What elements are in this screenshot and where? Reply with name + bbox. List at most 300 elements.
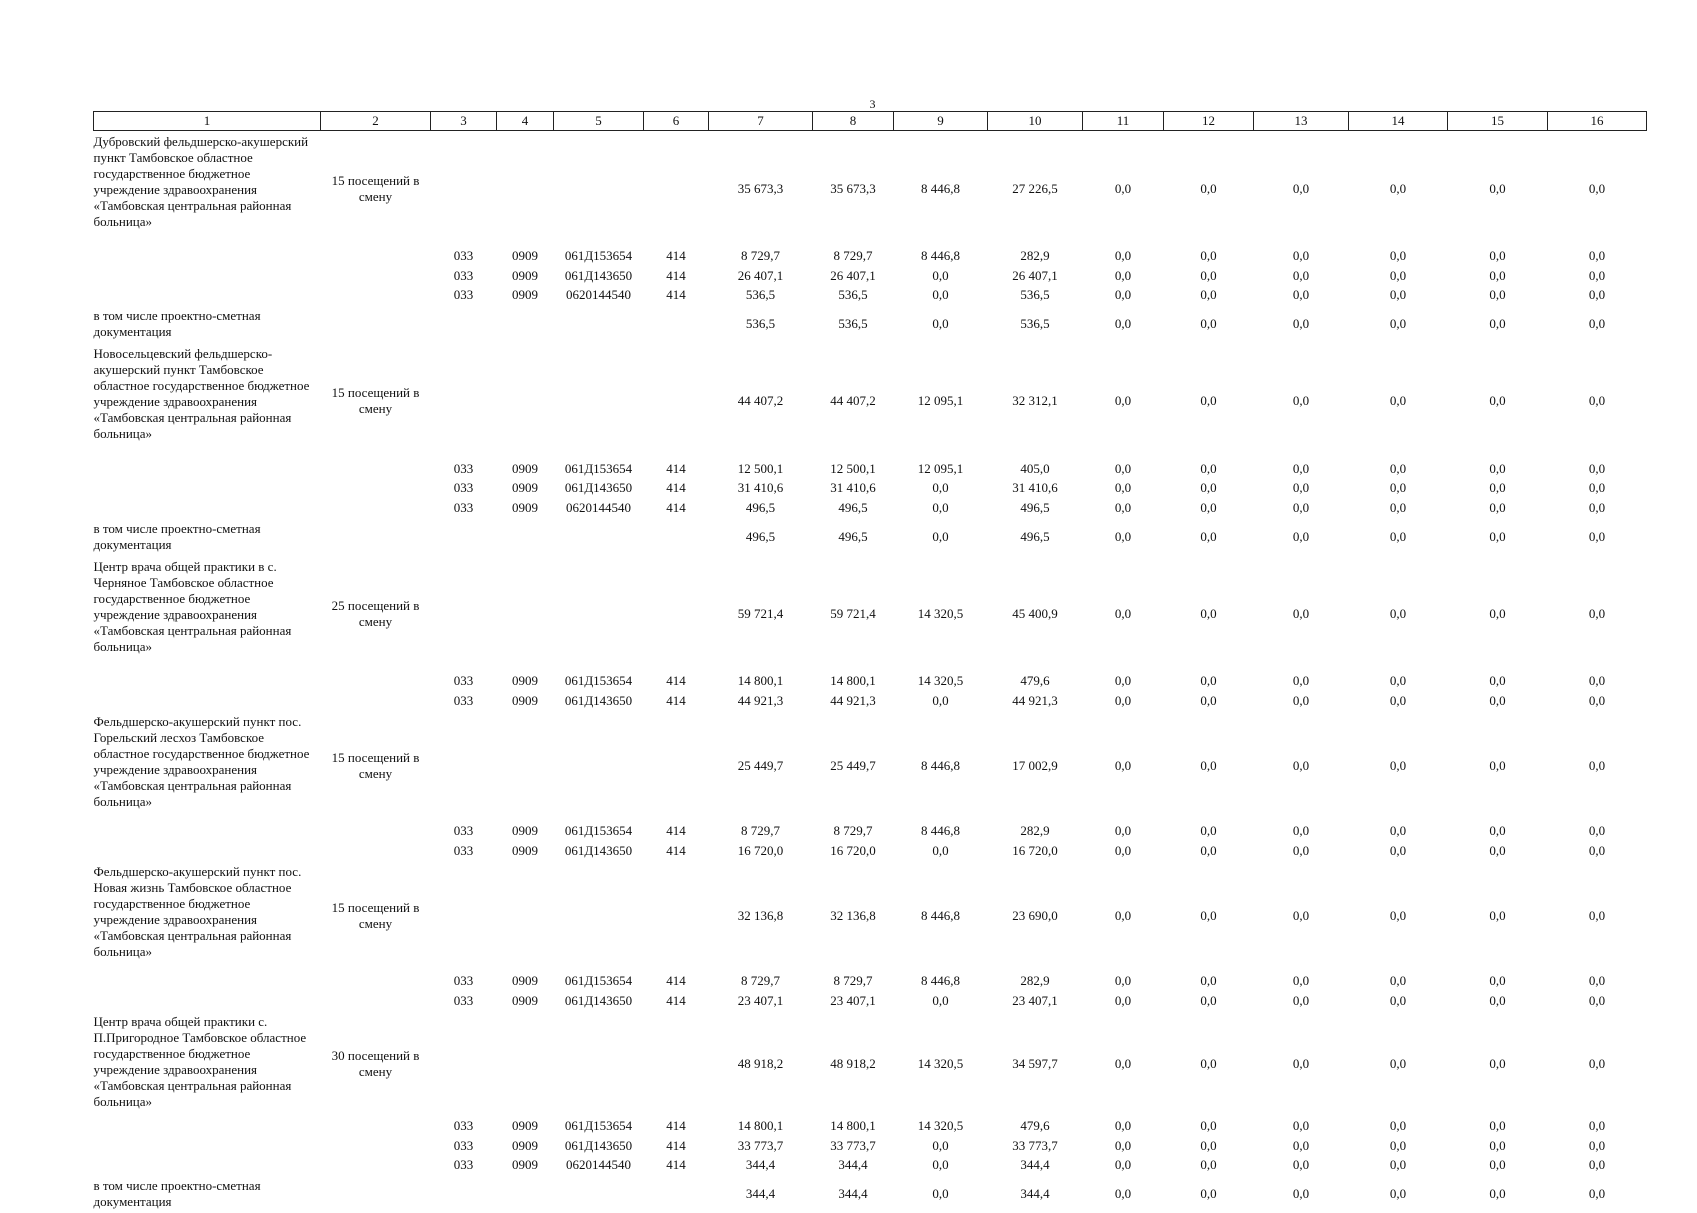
line-value: 31 410,6 bbox=[830, 480, 876, 496]
line-value: 0,0 bbox=[1489, 1118, 1506, 1134]
total-value: 0,0 bbox=[1389, 758, 1407, 773]
line-value: 0,0 bbox=[1292, 499, 1310, 515]
line-value: 44 921,3 bbox=[830, 692, 876, 708]
empty-cell bbox=[321, 672, 431, 692]
line-value: 0,0 bbox=[1114, 1118, 1132, 1134]
empty-cell bbox=[321, 1175, 431, 1213]
line-value: 0,0 bbox=[1489, 248, 1506, 264]
facility-row bbox=[94, 343, 1647, 459]
empty-cell bbox=[497, 518, 554, 556]
budget-line-row bbox=[94, 841, 1647, 861]
facility-name: Дубровский фельдшерско-акушерский пункт Тамбовское областное государственное бюджетное учреждение здравоохранения «Тамбовская центральная районная больница» bbox=[93, 134, 309, 229]
line-value: 0,0 bbox=[1114, 480, 1132, 496]
budget-line-row bbox=[94, 459, 1647, 479]
capacity: 15 посещений в смену bbox=[331, 900, 420, 931]
budget-line-row bbox=[94, 822, 1647, 842]
line-value: 0,0 bbox=[1389, 823, 1407, 839]
line-value: 14 320,5 bbox=[917, 673, 964, 689]
budget-table bbox=[93, 111, 1647, 1213]
total-value: 48 918,2 bbox=[737, 1055, 784, 1071]
line-value: 0,0 bbox=[1200, 267, 1217, 283]
budget-code: 414 bbox=[666, 248, 686, 264]
line-value: 496,5 bbox=[838, 499, 868, 515]
budget-code: 0909 bbox=[512, 823, 538, 839]
empty-cell bbox=[497, 131, 554, 247]
line-value: 0,0 bbox=[1200, 499, 1217, 515]
empty-cell bbox=[321, 841, 431, 861]
total-value: 0,0 bbox=[1389, 180, 1407, 196]
line-value: 8 729,7 bbox=[741, 973, 780, 989]
facility-name: Новосельцевский фельдшерско-акушерский пункт Тамбовское областное государственное бюджетное учреждение здравоохранения «Тамбовская центральная районная больница» bbox=[93, 346, 310, 441]
column-header-14: 14 bbox=[1349, 112, 1448, 131]
total-value: 14 320,5 bbox=[917, 605, 964, 621]
line-value: 0,0 bbox=[1389, 287, 1407, 303]
empty-cell bbox=[644, 518, 709, 556]
note-value: 0,0 bbox=[1114, 316, 1132, 331]
empty-cell bbox=[321, 479, 431, 499]
empty-cell bbox=[644, 131, 709, 247]
empty-cell bbox=[321, 266, 431, 286]
line-value: 0,0 bbox=[1489, 823, 1506, 839]
line-value: 0,0 bbox=[932, 692, 949, 708]
line-value: 0,0 bbox=[1489, 460, 1506, 476]
line-value: 16 720,0 bbox=[830, 842, 876, 858]
line-value: 0,0 bbox=[1389, 673, 1407, 689]
line-value: 0,0 bbox=[1489, 287, 1506, 303]
capacity: 25 посещений в смену bbox=[331, 597, 420, 629]
line-value: 0,0 bbox=[1292, 460, 1310, 476]
budget-code: 414 bbox=[666, 1118, 686, 1134]
column-header-9: 9 bbox=[894, 112, 988, 131]
line-value: 0,0 bbox=[1588, 287, 1606, 303]
empty-cell bbox=[644, 305, 709, 343]
note-value: 0,0 bbox=[1200, 1186, 1217, 1201]
line-value: 0,0 bbox=[1389, 1157, 1407, 1173]
column-header-13: 13 bbox=[1254, 112, 1349, 131]
budget-code: 414 bbox=[666, 823, 686, 839]
note-value: 0,0 bbox=[1389, 1186, 1407, 1201]
facility-row bbox=[94, 556, 1647, 672]
budget-code: 033 bbox=[453, 673, 474, 689]
budget-line-row bbox=[94, 1117, 1647, 1137]
line-value: 0,0 bbox=[932, 287, 949, 303]
budget-line-row bbox=[94, 479, 1647, 499]
empty-cell bbox=[94, 822, 321, 842]
total-value: 0,0 bbox=[1489, 1055, 1506, 1071]
column-header-2: 2 bbox=[321, 112, 431, 131]
column-header-3: 3 bbox=[431, 112, 497, 131]
empty-cell bbox=[497, 861, 554, 972]
total-value: 32 136,8 bbox=[830, 908, 876, 923]
line-value: 44 921,3 bbox=[1012, 692, 1058, 708]
total-value: 0,0 bbox=[1200, 1055, 1217, 1071]
budget-code: 0909 bbox=[512, 1137, 538, 1153]
facility-name: Центр врача общей практики с. П.Пригородное Тамбовское областное государственное бюджетное учреждение здравоохранения «Тамбовская центральная районная больница» bbox=[93, 1013, 307, 1109]
line-value: 0,0 bbox=[1489, 499, 1506, 515]
line-value: 0,0 bbox=[1114, 1157, 1132, 1173]
line-value: 0,0 bbox=[1588, 692, 1606, 708]
line-value: 0,0 bbox=[1389, 1118, 1407, 1134]
budget-code: 414 bbox=[666, 460, 686, 476]
facility-name: Фельдшерско-акушерский пункт пос. Новая жизнь Тамбовское областное государственное бюджетное учреждение здравоохранения «Тамбовская центральная районная больница» bbox=[93, 863, 302, 959]
budget-code: 033 bbox=[453, 287, 474, 303]
empty-cell bbox=[94, 247, 321, 267]
note-value: 536,5 bbox=[1020, 316, 1050, 331]
total-value: 8 446,8 bbox=[921, 908, 960, 923]
capacity: 15 посещений в смену bbox=[331, 750, 420, 781]
line-value: 0,0 bbox=[1292, 692, 1310, 708]
total-value: 0,0 bbox=[1114, 908, 1132, 923]
empty-cell bbox=[321, 972, 431, 992]
note-value: 0,0 bbox=[1200, 316, 1217, 331]
note-value: 0,0 bbox=[1389, 316, 1407, 331]
empty-cell bbox=[321, 822, 431, 842]
empty-cell bbox=[644, 861, 709, 972]
total-value: 23 690,0 bbox=[1012, 908, 1058, 923]
note-value: 0,0 bbox=[932, 528, 949, 544]
line-value: 16 720,0 bbox=[737, 842, 784, 858]
line-value: 0,0 bbox=[1489, 1137, 1506, 1153]
budget-code: 0909 bbox=[512, 267, 538, 283]
budget-line-row bbox=[94, 1156, 1647, 1176]
budget-code: 0909 bbox=[512, 460, 538, 476]
line-value: 0,0 bbox=[1389, 842, 1407, 858]
budget-line-row bbox=[94, 1136, 1647, 1156]
budget-line-row bbox=[94, 286, 1647, 306]
budget-code: 0909 bbox=[512, 1157, 538, 1173]
budget-code: 0909 bbox=[512, 248, 538, 264]
budget-code: 061Д143650 bbox=[564, 992, 633, 1008]
note-value: 0,0 bbox=[1292, 1186, 1310, 1201]
budget-line-row bbox=[94, 691, 1647, 711]
line-value: 0,0 bbox=[1200, 1137, 1217, 1153]
design-docs-row bbox=[94, 518, 1647, 556]
note-value: 536,5 bbox=[838, 316, 868, 331]
line-value: 344,4 bbox=[1020, 1157, 1050, 1173]
line-value: 0,0 bbox=[1114, 692, 1132, 708]
total-value: 0,0 bbox=[1588, 758, 1606, 773]
note-value: 0,0 bbox=[932, 316, 949, 331]
line-value: 33 773,7 bbox=[737, 1137, 784, 1153]
budget-code: 033 bbox=[453, 499, 474, 515]
line-value: 8 729,7 bbox=[741, 248, 780, 264]
total-value: 0,0 bbox=[1588, 180, 1606, 196]
line-value: 0,0 bbox=[1489, 692, 1506, 708]
budget-code: 061Д143650 bbox=[564, 267, 633, 283]
note-value: 0,0 bbox=[1588, 1186, 1606, 1201]
design-docs-row bbox=[94, 305, 1647, 343]
line-value: 26 407,1 bbox=[830, 267, 876, 283]
empty-cell bbox=[94, 672, 321, 692]
note-value: 0,0 bbox=[1389, 528, 1407, 544]
design-docs-row bbox=[94, 1175, 1647, 1213]
empty-cell bbox=[554, 1011, 644, 1117]
total-value: 12 095,1 bbox=[917, 393, 964, 408]
line-value: 8 729,7 bbox=[833, 823, 873, 839]
empty-cell bbox=[94, 1136, 321, 1156]
total-value: 0,0 bbox=[1114, 758, 1132, 773]
note-value: 0,0 bbox=[1292, 528, 1310, 544]
empty-cell bbox=[431, 711, 497, 822]
line-value: 0,0 bbox=[1389, 248, 1407, 264]
line-value: 0,0 bbox=[1292, 287, 1310, 303]
line-value: 0,0 bbox=[1200, 973, 1217, 989]
budget-code: 414 bbox=[666, 673, 686, 689]
line-value: 33 773,7 bbox=[1012, 1137, 1058, 1153]
line-value: 16 720,0 bbox=[1012, 842, 1058, 858]
line-value: 0,0 bbox=[1114, 499, 1132, 515]
total-value: 48 918,2 bbox=[830, 1055, 876, 1071]
line-value: 0,0 bbox=[932, 1157, 949, 1173]
total-value: 14 320,5 bbox=[917, 1055, 964, 1071]
note-value: 344,4 bbox=[838, 1186, 868, 1201]
empty-cell bbox=[321, 691, 431, 711]
line-value: 0,0 bbox=[1114, 992, 1132, 1008]
line-value: 0,0 bbox=[1200, 287, 1217, 303]
note-value: 0,0 bbox=[1200, 528, 1217, 544]
line-value: 14 320,5 bbox=[917, 1118, 964, 1134]
empty-cell bbox=[554, 711, 644, 822]
line-value: 8 729,7 bbox=[833, 973, 873, 989]
line-value: 8 446,8 bbox=[921, 823, 960, 839]
line-value: 0,0 bbox=[1114, 460, 1132, 476]
budget-code: 0909 bbox=[512, 673, 538, 689]
budget-line-row bbox=[94, 247, 1647, 267]
budget-code: 0909 bbox=[512, 1118, 538, 1134]
column-header-15: 15 bbox=[1448, 112, 1548, 131]
total-value: 27 226,5 bbox=[1012, 180, 1058, 196]
column-header-5: 5 bbox=[554, 112, 644, 131]
budget-code: 0909 bbox=[512, 499, 538, 515]
line-value: 31 410,6 bbox=[1012, 480, 1058, 496]
budget-code: 0909 bbox=[512, 480, 538, 496]
budget-code: 0620144540 bbox=[566, 287, 631, 303]
empty-cell bbox=[644, 1011, 709, 1117]
total-value: 0,0 bbox=[1389, 605, 1407, 621]
line-value: 0,0 bbox=[1489, 842, 1506, 858]
line-value: 14 800,1 bbox=[737, 673, 784, 689]
budget-code: 414 bbox=[666, 267, 686, 283]
total-value: 0,0 bbox=[1292, 908, 1310, 923]
note-value: 0,0 bbox=[1114, 1186, 1132, 1201]
line-value: 0,0 bbox=[1389, 992, 1407, 1008]
budget-line-row bbox=[94, 972, 1647, 992]
empty-cell bbox=[644, 556, 709, 672]
line-value: 0,0 bbox=[1588, 673, 1606, 689]
empty-cell bbox=[554, 343, 644, 459]
line-value: 405,0 bbox=[1020, 460, 1050, 476]
budget-code: 033 bbox=[453, 973, 474, 989]
note-label: в том числе проектно-сметная документация bbox=[93, 308, 261, 339]
line-value: 0,0 bbox=[1200, 1118, 1217, 1134]
line-value: 0,0 bbox=[1489, 992, 1506, 1008]
line-value: 0,0 bbox=[1292, 673, 1310, 689]
line-value: 344,4 bbox=[838, 1157, 868, 1173]
total-value: 34 597,7 bbox=[1012, 1055, 1058, 1071]
budget-line-row bbox=[94, 991, 1647, 1011]
total-value: 0,0 bbox=[1489, 605, 1506, 621]
budget-code: 033 bbox=[453, 1157, 474, 1173]
empty-cell bbox=[431, 305, 497, 343]
budget-code: 061Д153654 bbox=[564, 460, 633, 476]
line-value: 0,0 bbox=[1588, 973, 1606, 989]
empty-cell bbox=[644, 1175, 709, 1213]
line-value: 0,0 bbox=[1292, 1157, 1310, 1173]
line-value: 0,0 bbox=[1588, 248, 1606, 264]
empty-cell bbox=[321, 518, 431, 556]
total-value: 8 446,8 bbox=[921, 758, 960, 773]
empty-cell bbox=[497, 343, 554, 459]
line-value: 0,0 bbox=[1200, 992, 1217, 1008]
line-value: 0,0 bbox=[1200, 823, 1217, 839]
line-value: 282,9 bbox=[1020, 823, 1050, 839]
capacity: 15 посещений в смену bbox=[331, 172, 420, 204]
line-value: 0,0 bbox=[1588, 480, 1606, 496]
empty-cell bbox=[554, 131, 644, 247]
line-value: 0,0 bbox=[1588, 992, 1606, 1008]
total-value: 0,0 bbox=[1292, 605, 1310, 621]
budget-code: 414 bbox=[666, 692, 686, 708]
empty-cell bbox=[321, 305, 431, 343]
column-number-row bbox=[94, 112, 1647, 131]
line-value: 282,9 bbox=[1020, 973, 1050, 989]
empty-cell bbox=[94, 286, 321, 306]
empty-cell bbox=[94, 991, 321, 1011]
facility-name: Центр врача общей практики в с. Черняное Тамбовское областное государственное бюджетное учреждение здравоохранения «Тамбовская центральная районная больница» bbox=[93, 558, 292, 654]
note-value: 0,0 bbox=[1489, 1186, 1506, 1201]
empty-cell bbox=[554, 556, 644, 672]
total-value: 44 407,2 bbox=[737, 393, 784, 408]
total-value: 0,0 bbox=[1200, 908, 1217, 923]
total-value: 0,0 bbox=[1389, 393, 1407, 408]
budget-code: 0909 bbox=[512, 287, 538, 303]
line-value: 0,0 bbox=[1114, 673, 1132, 689]
empty-cell bbox=[431, 556, 497, 672]
budget-code: 0909 bbox=[512, 692, 538, 708]
note-value: 496,5 bbox=[1020, 528, 1050, 544]
total-value: 0,0 bbox=[1200, 605, 1217, 621]
empty-cell bbox=[94, 841, 321, 861]
note-value: 0,0 bbox=[1588, 528, 1606, 544]
budget-code: 414 bbox=[666, 973, 686, 989]
empty-cell bbox=[497, 556, 554, 672]
total-value: 0,0 bbox=[1489, 758, 1506, 773]
line-value: 44 921,3 bbox=[737, 692, 784, 708]
budget-code: 414 bbox=[666, 499, 686, 515]
note-value: 0,0 bbox=[1114, 528, 1132, 544]
note-value: 344,4 bbox=[1020, 1186, 1050, 1201]
total-value: 0,0 bbox=[1588, 393, 1606, 408]
empty-cell bbox=[431, 1011, 497, 1117]
line-value: 12 095,1 bbox=[917, 460, 964, 476]
column-header-11: 11 bbox=[1083, 112, 1164, 131]
column-header-7: 7 bbox=[709, 112, 813, 131]
budget-code: 061Д143650 bbox=[564, 842, 633, 858]
line-value: 0,0 bbox=[1389, 460, 1407, 476]
budget-code: 414 bbox=[666, 287, 686, 303]
budget-code: 033 bbox=[453, 842, 474, 858]
line-value: 26 407,1 bbox=[1012, 267, 1058, 283]
total-value: 0,0 bbox=[1292, 758, 1310, 773]
line-value: 0,0 bbox=[1292, 1118, 1310, 1134]
line-value: 0,0 bbox=[1200, 248, 1217, 264]
empty-cell bbox=[497, 305, 554, 343]
facility-row bbox=[94, 131, 1647, 247]
note-value: 496,5 bbox=[838, 528, 868, 544]
note-label: в том числе проектно-сметная документация bbox=[93, 520, 261, 552]
empty-cell bbox=[321, 459, 431, 479]
facility-row bbox=[94, 711, 1647, 822]
empty-cell bbox=[94, 972, 321, 992]
note-value: 536,5 bbox=[745, 316, 776, 331]
budget-code: 033 bbox=[453, 823, 474, 839]
budget-line-row bbox=[94, 672, 1647, 692]
line-value: 12 500,1 bbox=[737, 460, 784, 476]
total-value: 45 400,9 bbox=[1012, 605, 1058, 621]
note-value: 0,0 bbox=[1489, 316, 1506, 331]
line-value: 0,0 bbox=[1114, 842, 1132, 858]
note-value: 0,0 bbox=[932, 1186, 949, 1201]
total-value: 0,0 bbox=[1114, 1055, 1132, 1071]
total-value: 0,0 bbox=[1588, 605, 1606, 621]
total-value: 8 446,8 bbox=[921, 180, 960, 196]
total-value: 32 136,8 bbox=[737, 908, 784, 923]
budget-code: 061Д153654 bbox=[564, 973, 633, 989]
budget-code: 033 bbox=[453, 460, 474, 476]
total-value: 0,0 bbox=[1292, 1055, 1310, 1071]
line-value: 496,5 bbox=[745, 499, 776, 515]
empty-cell bbox=[321, 247, 431, 267]
note-value: 0,0 bbox=[1489, 528, 1506, 544]
total-value: 35 673,3 bbox=[737, 180, 784, 196]
line-value: 0,0 bbox=[932, 1137, 949, 1153]
line-value: 0,0 bbox=[1114, 823, 1132, 839]
total-value: 0,0 bbox=[1292, 393, 1310, 408]
column-header-10: 10 bbox=[988, 112, 1083, 131]
total-value: 0,0 bbox=[1588, 1055, 1606, 1071]
budget-code: 0620144540 bbox=[566, 1157, 631, 1173]
line-value: 23 407,1 bbox=[830, 992, 876, 1008]
budget-code: 033 bbox=[453, 267, 474, 283]
capacity: 15 посещений в смену bbox=[331, 385, 420, 416]
line-value: 33 773,7 bbox=[830, 1137, 876, 1153]
line-value: 0,0 bbox=[1389, 1137, 1407, 1153]
budget-code: 061Д153654 bbox=[564, 823, 633, 839]
line-value: 282,9 bbox=[1020, 248, 1050, 264]
capacity: 30 посещений в смену bbox=[331, 1047, 420, 1079]
budget-code: 0909 bbox=[512, 992, 538, 1008]
empty-cell bbox=[497, 1175, 554, 1213]
line-value: 0,0 bbox=[1292, 992, 1310, 1008]
total-value: 0,0 bbox=[1588, 908, 1606, 923]
column-header-1: 1 bbox=[94, 112, 321, 131]
note-value: 496,5 bbox=[745, 528, 776, 544]
line-value: 0,0 bbox=[1200, 1157, 1217, 1173]
facility-row bbox=[94, 1011, 1647, 1117]
column-header-6: 6 bbox=[644, 112, 709, 131]
line-value: 479,6 bbox=[1020, 1118, 1050, 1134]
line-value: 0,0 bbox=[1588, 842, 1606, 858]
total-value: 25 449,7 bbox=[830, 758, 876, 773]
budget-code: 414 bbox=[666, 992, 686, 1008]
line-value: 536,5 bbox=[745, 287, 776, 303]
total-value: 0,0 bbox=[1489, 180, 1506, 196]
line-value: 0,0 bbox=[1389, 499, 1407, 515]
budget-code: 414 bbox=[666, 1137, 686, 1153]
total-value: 0,0 bbox=[1114, 393, 1132, 408]
column-header-8: 8 bbox=[813, 112, 894, 131]
note-value: 0,0 bbox=[1292, 316, 1310, 331]
